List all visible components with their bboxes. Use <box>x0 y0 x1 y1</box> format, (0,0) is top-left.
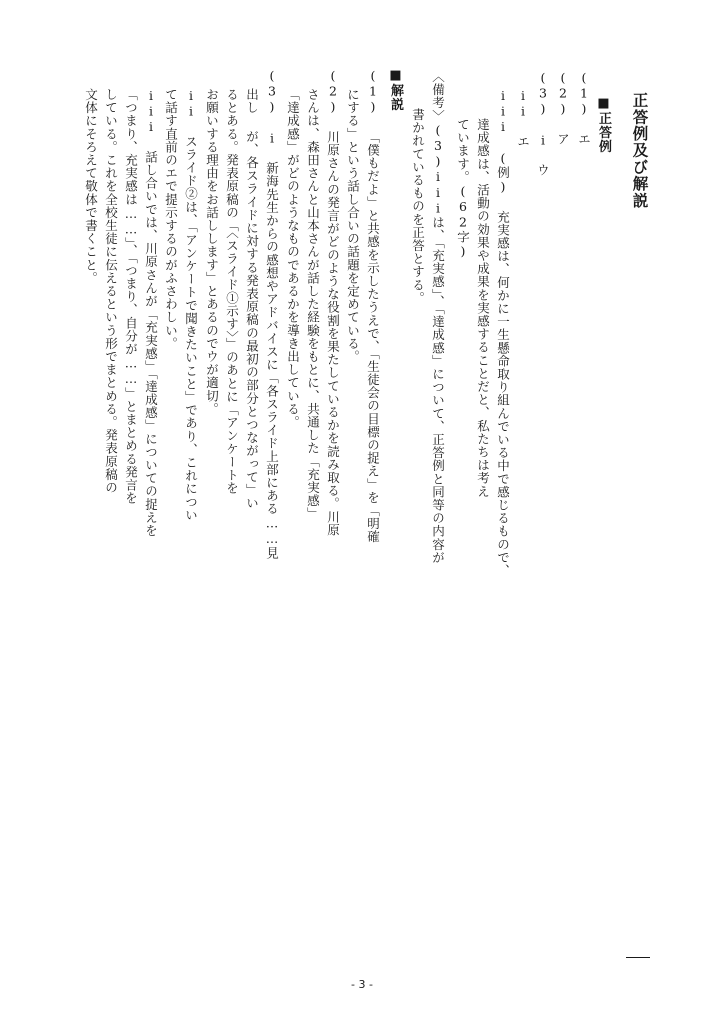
explanation-3i-line: (3) i 新海先生からの感想やアドバイスに「各スライド上部にある……見 <box>264 68 280 560</box>
answer-3-iii-line: ています。(62字) <box>455 118 471 259</box>
answer-heading: ■正答例 <box>596 96 611 154</box>
explanation-1-line: にする」という話し合いの話題を定めている。 <box>345 88 361 364</box>
answer-1: (1) エ <box>576 70 592 146</box>
note-line: 〈備考〉(3)iiiは、「充実感」、「達成感」について、正答例と同等の内容が <box>430 70 446 565</box>
footer-rule <box>626 957 650 958</box>
answer-2: (2) ア <box>555 70 571 146</box>
explanation-heading: ■解説 <box>388 68 403 112</box>
page-number: - 3 - <box>351 978 373 991</box>
explanation-3ii-line: ii スライド②は、「アンケートで聞きたいこと」であり、これについ <box>183 88 199 522</box>
explanation-2-line: さんは、森田さんと山本さんが話した経験をもとに、共通した「充実感」 <box>305 88 321 521</box>
explanation-2-line: (2) 川原さんの発言がどのような役割を果たしているかを読み取る。川原 <box>325 68 341 537</box>
note-line: 書かれているものを正答とする。 <box>410 108 426 305</box>
explanation-2-line: 「達成感」がどのようなものであるかを導き出している。 <box>285 88 301 429</box>
answer-3-ii: ii エ <box>515 88 531 148</box>
explanation-3iii-line: iii 話し合いでは、川原さんが「充実感」「達成感」についての捉えを <box>143 88 159 538</box>
answer-3-iii-line: iii (例) 充実感は、何かに一生懸命取り組んでいる中で感じるもので、 <box>495 88 511 578</box>
explanation-1-line: (1) 「僕もだよ」と共感を示したうえで、「生徒会の目標の捉え」を「明確 <box>365 68 381 544</box>
explanation-3iii-line: 文体にそろえて敬体で書くこと。 <box>83 88 99 285</box>
explanation-3iii-line: している。これを全校生徒に伝えるという形でまとめる。発表原稿の <box>103 88 119 495</box>
answer-3-iii-line: 達成感は、活動の効果や成果を実感することだと、私たちは考え <box>475 118 491 498</box>
document-title: 正答例及び解説 <box>630 92 649 209</box>
explanation-3i-line: 出し が、各スライドに対する発表原稿の最初の部分とつながって」い <box>244 88 260 510</box>
explanation-3i-line: お願いする理由をお話しします」とあるのでウが適切。 <box>204 88 220 416</box>
explanation-3i-line: るとある。発表原稿の「〈スライド①示す〉」のあとに「アンケートを <box>224 88 240 495</box>
explanation-3iii-line: 「つまり、充実感は……」、「つまり、自分が……」とまとめる発言を <box>123 88 139 505</box>
answer-3-i: (3) i ウ <box>535 70 551 177</box>
explanation-3ii-line: て話す直前のエで提示するのがふさわしい。 <box>163 88 179 350</box>
